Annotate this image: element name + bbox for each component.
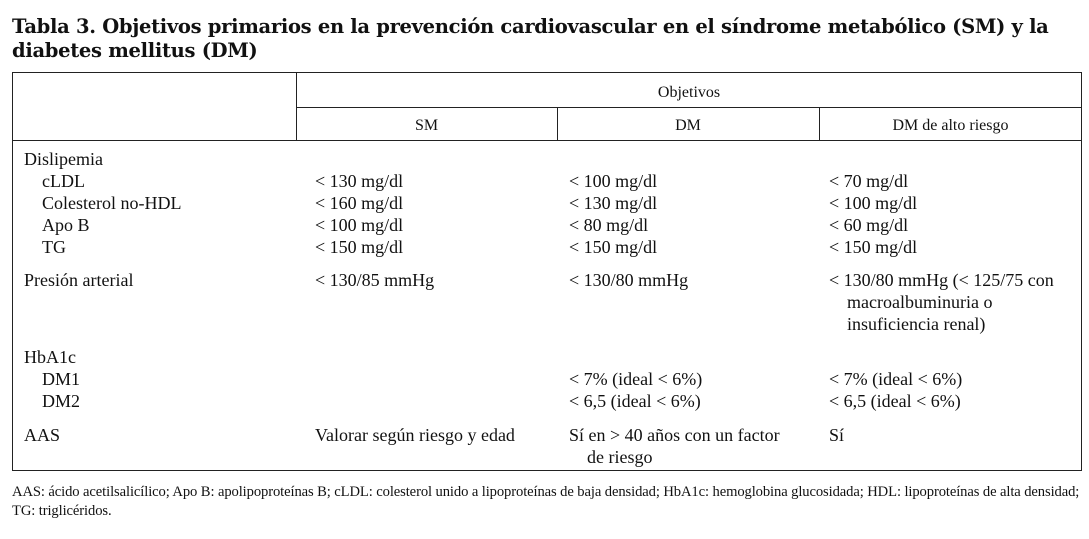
cell-colesterol-no-hdl-sm: < 160 mg/dl (315, 193, 404, 213)
cell-presion-dm: < 130/80 mmHg (569, 270, 689, 290)
section-label-aas: AAS (24, 425, 61, 445)
column-header-dm: DM (675, 117, 701, 134)
cell-cldl-sm: < 130 mg/dl (315, 171, 404, 191)
row-label-colesterol-no-hdl: Colesterol no-HDL (42, 193, 182, 213)
group-header-objetivos: Objetivos (657, 84, 721, 101)
cell-dm1-dm-alto: < 7% (ideal < 6%) (829, 369, 963, 389)
section-label-presion-arterial: Presión arterial (24, 270, 134, 290)
table-footnote: AAS: ácido acetilsalicílico; Apo B: apolipoproteínas B; cLDL: colesterol unido a lipoproteínas de baja densidad; HbA1c: hemoglobina glucosidada; HDL: lipoproteínas de alta densidad; TG: triglicéridos. (12, 484, 1080, 519)
row-label-apo-b: Apo B (42, 215, 90, 235)
cell-dm2-dm-alto: < 6,5 (ideal < 6%) (829, 391, 961, 411)
cell-presion-dm-alto-line2: macroalbuminuria o (847, 292, 993, 312)
cell-tg-dm-alto: < 150 mg/dl (829, 237, 918, 257)
row-label-cldl: cLDL (42, 171, 85, 191)
table-title: Tabla 3. Objetivos primarios en la prevención cardiovascular en el síndrome metabólico (SM) y la diabetes mellitus (DM) (12, 15, 1049, 62)
cell-aas-dm-line1: Sí en > 40 años con un factor (569, 425, 780, 445)
header-bottom-rule (12, 140, 1082, 141)
section-label-hba1c: HbA1c (24, 347, 76, 367)
group-header-underline (296, 107, 1082, 108)
cell-colesterol-no-hdl-dm-alto: < 100 mg/dl (829, 193, 918, 213)
cell-aas-sm: Valorar según riesgo y edad (315, 425, 515, 445)
cell-aas-dm-line2: de riesgo (587, 447, 653, 467)
cell-apo-b-dm-alto: < 60 mg/dl (829, 215, 909, 235)
section-label-dislipemia: Dislipemia (24, 149, 103, 169)
cell-presion-dm-alto-line1: < 130/80 mmHg (< 125/75 con (829, 270, 1054, 290)
cell-cldl-dm-alto: < 70 mg/dl (829, 171, 909, 191)
cell-dm2-dm: < 6,5 (ideal < 6%) (569, 391, 701, 411)
cell-tg-sm: < 150 mg/dl (315, 237, 404, 257)
cell-aas-dm-alto: Sí (829, 425, 845, 445)
cell-apo-b-sm: < 100 mg/dl (315, 215, 404, 235)
column-header-dm-alto-riesgo: DM de alto riesgo (892, 117, 1009, 134)
row-label-dm1: DM1 (42, 369, 81, 389)
cell-cldl-dm: < 100 mg/dl (569, 171, 658, 191)
row-label-dm2: DM2 (42, 391, 81, 411)
cell-presion-sm: < 130/85 mmHg (315, 270, 435, 290)
cell-apo-b-dm: < 80 mg/dl (569, 215, 649, 235)
row-label-tg: TG (42, 237, 66, 257)
column-header-sm: SM (414, 117, 439, 134)
cell-tg-dm: < 150 mg/dl (569, 237, 658, 257)
cell-presion-dm-alto-line3: insuficiencia renal) (847, 314, 986, 334)
cell-dm1-dm: < 7% (ideal < 6%) (569, 369, 703, 389)
cell-colesterol-no-hdl-dm: < 130 mg/dl (569, 193, 658, 213)
